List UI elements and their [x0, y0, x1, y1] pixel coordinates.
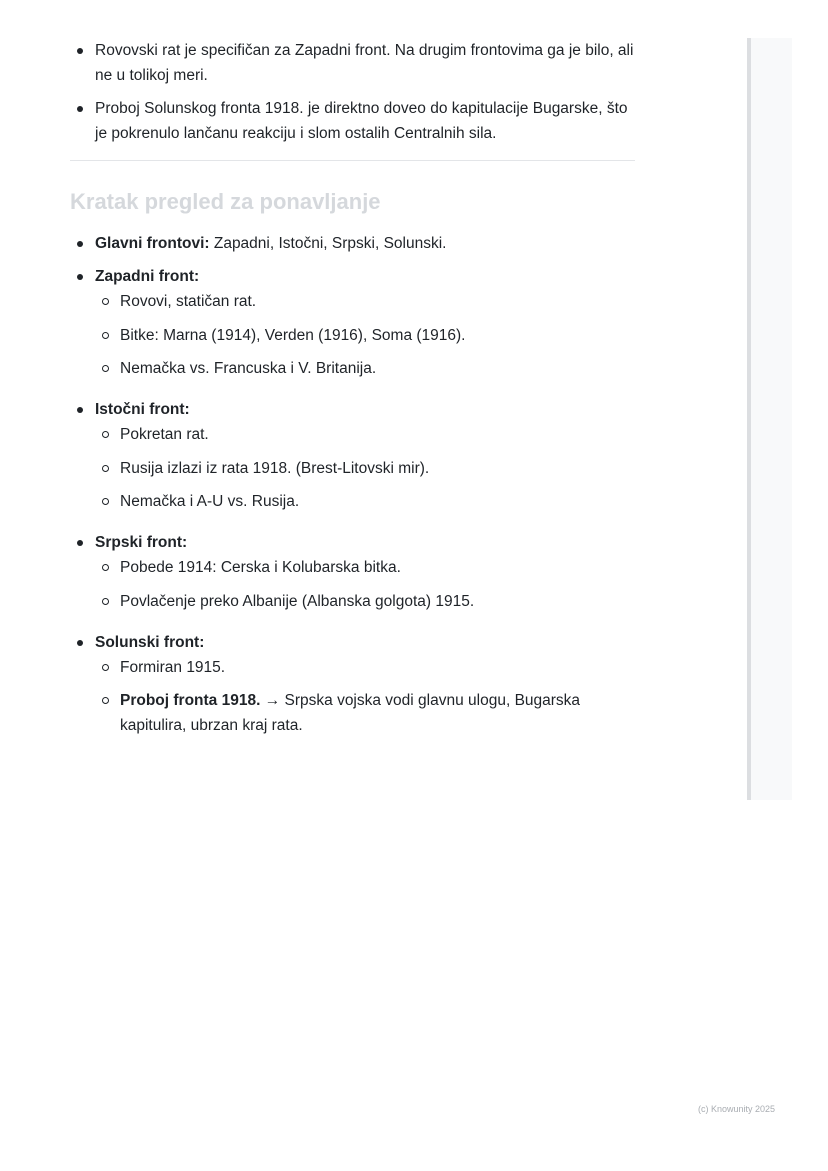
list-item: Povlačenje preko Albanije (Albanska golgota) 1915.	[95, 589, 640, 614]
list-item	[95, 688, 640, 738]
eastern-front-label: Istočni front:	[95, 401, 190, 418]
intro-list	[70, 38, 640, 146]
list-item: Nemačka i A-U vs. Rusija.	[95, 489, 640, 514]
serbian-front-label: Srpski front:	[95, 534, 188, 551]
western-front-item	[70, 264, 640, 381]
salonika-front-item	[70, 630, 640, 739]
side-panel	[747, 38, 792, 800]
list-item: Bitke: Marna (1914), Verden (1916), Soma (1916).	[95, 323, 640, 348]
serbian-front-sublist	[95, 555, 640, 614]
breakthrough-label: Proboj fronta 1918.	[120, 692, 261, 709]
summary-list	[70, 231, 640, 738]
list-item: Nemačka vs. Francuska i V. Britanija.	[95, 356, 640, 381]
copyright-footer: (c) Knowunity 2025	[697, 1104, 775, 1114]
serbian-front-item	[70, 530, 640, 614]
salonika-front-sublist	[95, 655, 640, 739]
main-fronts-item	[70, 231, 640, 256]
list-item: Rovovski rat je specifičan za Zapadni front. Na drugim frontovima ga je bilo, ali ne u tolikoj meri.	[70, 38, 640, 88]
western-front-sublist	[95, 289, 640, 381]
main-fronts-text: Zapadni, Istočni, Srpski, Solunski.	[209, 235, 447, 252]
document-content	[70, 38, 640, 754]
list-item: Formiran 1915.	[95, 655, 640, 680]
section-title: Kratak pregled za ponavljanje	[70, 189, 381, 214]
list-item: Rusija izlazi iz rata 1918. (Brest-Litovski mir).	[95, 456, 640, 481]
salonika-front-label: Solunski front:	[95, 633, 205, 651]
list-item: Pobede 1914: Cerska i Kolubarska bitka.	[95, 555, 640, 580]
main-fronts-label: Glavni frontovi:	[95, 235, 210, 252]
eastern-front-sublist	[95, 422, 640, 514]
divider	[70, 160, 635, 161]
list-item: Pokretan rat.	[95, 422, 640, 447]
eastern-front-item	[70, 397, 640, 514]
western-front-label: Zapadni front:	[95, 268, 200, 285]
list-item: Proboj Solunskog fronta 1918. je direktno doveo do kapitulacije Bugarske, što je pokrenulo lančanu reakciju i slom ostalih Centralnih sila.	[70, 96, 640, 146]
breakthrough-text: → Srpska vojska vodi glavnu ulogu, Bugarska kapitulira, ubrzan kraj rata.	[120, 692, 581, 734]
list-item: Rovovi, statičan rat.	[95, 289, 640, 314]
